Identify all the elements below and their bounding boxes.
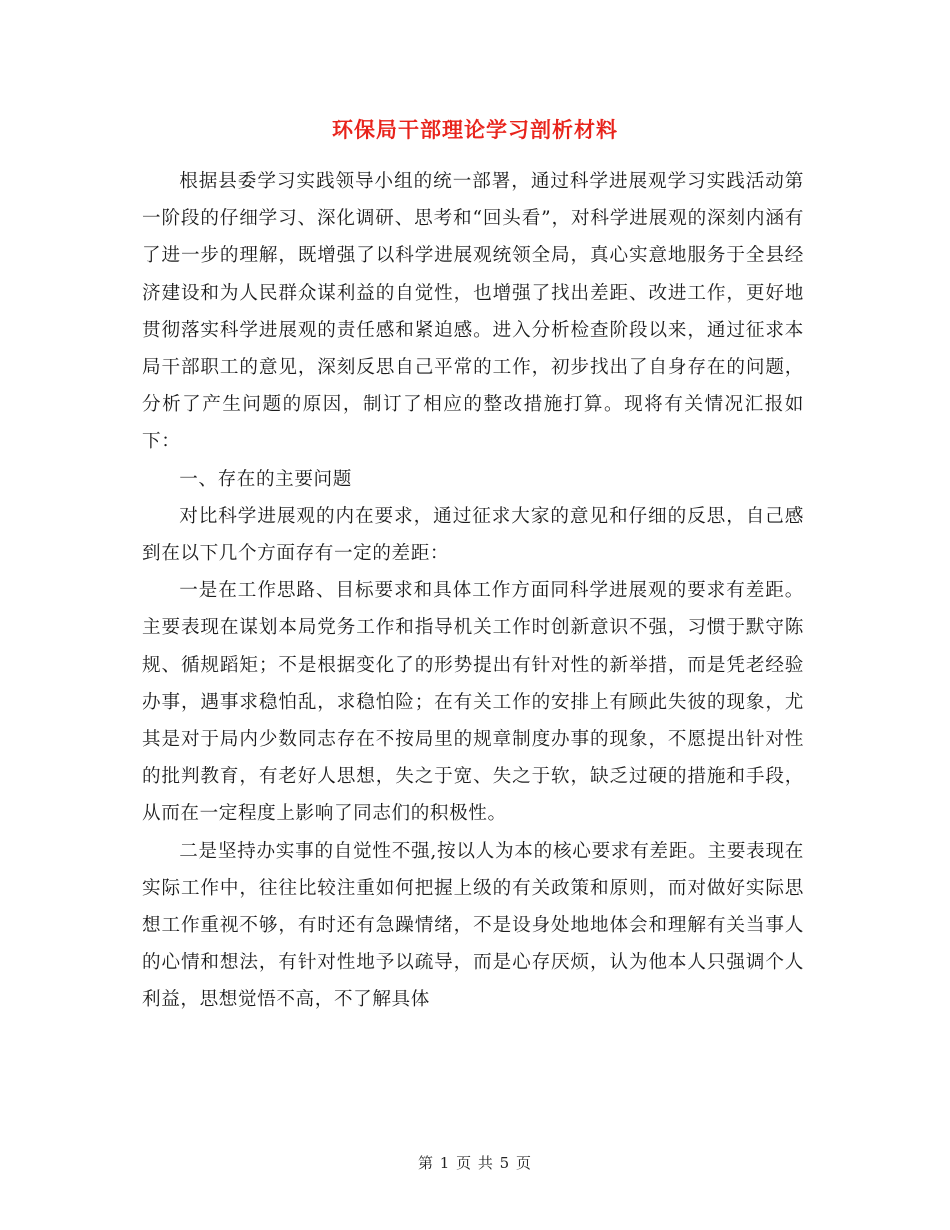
paragraph-point-one: 一是在工作思路、目标要求和具体工作方面同科学进展观的要求有差距。主要表现在谋划本局党务工作和指导机关工作时创新意识不强，习惯于默守陈规、循规蹈矩；不是根据变化了的形势提出有针对性的新举措，而是凭老经验办事，遇事求稳怕乱，求稳怕险；在有关工作的安排上有顾此失彼的现象，尤其是对于局内少数同志存在不按局里的规章制度办事的现象，不愿提出针对性的批判教育，有老好人思想，失之于宽、失之于软，缺乏过硬的措施和手段，从而在一定程度上影响了同志们的积极性。	[142, 580, 804, 825]
paragraph-point-two: 二是坚持办实事的自觉性不强,按以人为本的核心要求有差距。主要表现在实际工作中，往往比较注重如何把握上级的有关政策和原则，而对做好实际思想工作重视不够，有时还有急躁情绪，不是设身处地地体会和理解有关当事人的心情和想法，有针对性地予以疏导，而是心存厌烦，认为他本人只强调个人利益，思想觉悟不高，不了解具体	[142, 840, 804, 1011]
document-title: 环保局干部理论学习剖析材料	[332, 118, 618, 142]
paragraph-intro: 根据县委学习实践领导小组的统一部署，通过科学进展观学习实践活动第一阶段的仔细学习、深化调研、思考和“回头看”，对科学进展观的深刻内涵有了进一步的理解，既增强了以科学进展观统领全局，真心实意地服务于全县经济建设和为人民群众谋利益的自觉性，也增强了找出差距、改进工作，更好地贯彻落实科学进展观的责任感和紧迫感。进入分析检查阶段以来，通过征求本局干部职工的意见，深刻反思自己平常的工作，初步找出了自身存在的问题，分析了产生问题的原因，制订了相应的整改措施打算。现将有关情况汇报如下：	[142, 171, 804, 453]
document-body	[142, 163, 804, 1019]
section-heading: 一、存在的主要问题	[179, 468, 352, 490]
paragraph-comparison: 对比科学进展观的内在要求，通过征求大家的意见和仔细的反思，自己感到在以下几个方面存有一定的差距：	[142, 505, 804, 565]
page-number-footer: 第 1 页 共 5 页	[418, 1154, 532, 1172]
